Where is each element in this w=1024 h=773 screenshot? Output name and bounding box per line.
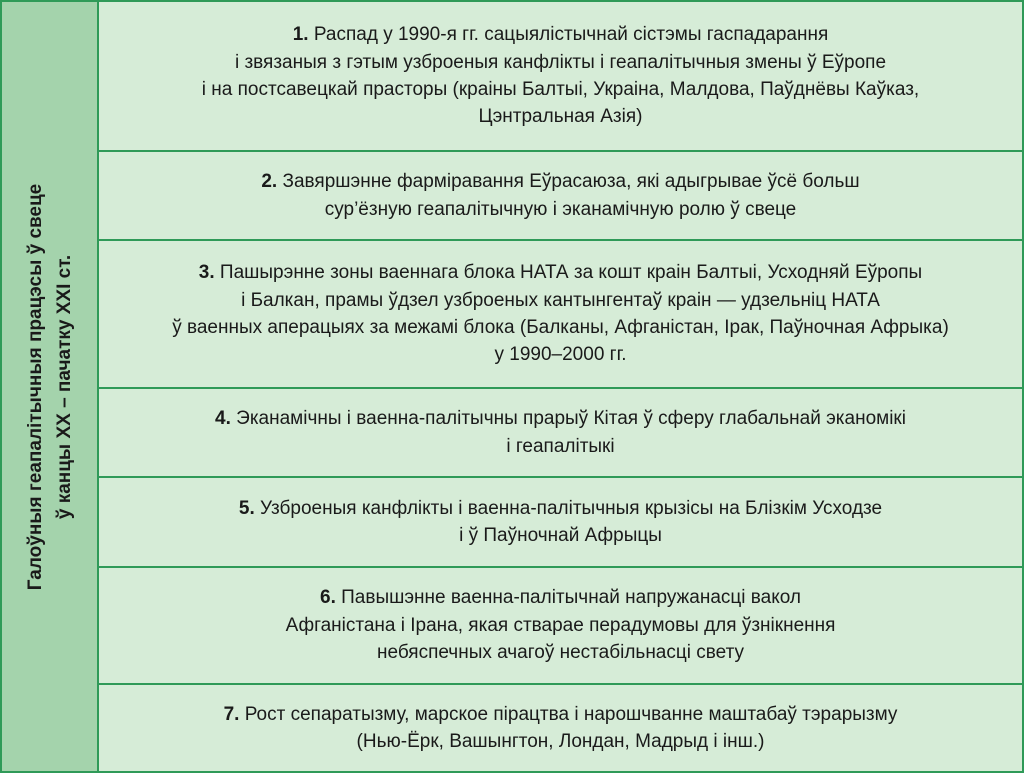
side-header-label xyxy=(21,37,79,737)
row-2-line-1 xyxy=(261,168,859,195)
table-row-7 xyxy=(99,683,1022,771)
table-row-5 xyxy=(99,476,1022,566)
table-row-6 xyxy=(99,566,1022,683)
table-row-3 xyxy=(99,239,1022,387)
row-5-line-1 xyxy=(239,495,882,522)
row-6-line-2: Афганістана і Ірана, якая стварае перадумовы для ўзнікнення xyxy=(285,614,836,636)
row-7-line-2: (Нью-Ёрк, Вашынгтон, Лондан, Мадрыд і інш.) xyxy=(356,731,765,752)
rows-column xyxy=(99,2,1022,771)
row-6-line-3: небяспечных ачагоў нестабільнасці свету xyxy=(376,642,744,664)
side-header-line-1: Галоўныя геапалітычныя працэсы ў свеце xyxy=(24,183,46,590)
row-3-line-3: ў ваенных аперацыях за межамі блока (Балканы, Афганістан, Ірак, Паўночная Афрыка) xyxy=(172,317,949,338)
row-5-line-1-text: Узброеныя канфлікты і ваенна-палітычныя крызісы на Блізкім Усходзе xyxy=(254,497,883,519)
row-1-line-1 xyxy=(293,21,829,48)
row-5-number: 5. xyxy=(238,497,255,519)
row-2-line-2: сур’ёзную геапалітычную і эканамічную ролю ў свеце xyxy=(324,198,797,220)
row-6-line-1-text: Павышэнне ваенна-палітычнай напружанасці вакол xyxy=(335,587,801,609)
table-row-2 xyxy=(99,150,1022,239)
row-4-line-1 xyxy=(215,405,906,432)
row-7-number: 7. xyxy=(223,703,240,725)
row-3-line-4: у 1990–2000 гг. xyxy=(494,344,627,366)
row-2-line-1-text: Завяршэнне фарміравання Еўрасаюза, які адыгрывае ўсё больш xyxy=(277,171,860,193)
row-7-line-1 xyxy=(224,701,898,728)
row-3-line-1 xyxy=(199,259,922,286)
row-6-line-1 xyxy=(320,584,801,611)
row-4-line-1-text: Эканамічны і ваенна-палітычны прарыў Кітая ў сферу глабальнай эканомікі xyxy=(230,408,906,430)
row-3-number: 3. xyxy=(198,262,215,284)
row-4-number: 4. xyxy=(215,408,231,430)
row-3-line-1-text: Пашырэнне зоны ваеннага блока НАТА за кошт краін Балтыі, Усходняй Еўропы xyxy=(214,262,923,284)
row-1-number: 1. xyxy=(292,24,309,46)
side-header-line-2: ў канцы XX – пачатку XXI ст. xyxy=(53,254,75,519)
row-5-line-2: і ў Паўночнай Афрыцы xyxy=(459,525,662,546)
row-1-line-4: Цэнтральная Азія) xyxy=(478,106,643,128)
row-1-line-2: і звязаныя з гэтым узброеныя канфлікты і геапалітычныя змены ў Еўропе xyxy=(234,51,887,73)
row-1-line-1-text: Распад у 1990-я гг. сацыялістычнай сістэмы гаспадарання xyxy=(308,24,829,46)
table-row-4 xyxy=(99,387,1022,476)
row-2-number: 2. xyxy=(261,171,278,193)
row-7-line-1-text: Рост сепаратызму, марское пірацтва і нарошчванне маштабаў тэрарызму xyxy=(239,703,898,725)
row-3-line-2: і Балкан, прамы ўдзел узброеных кантынгентаў краін — удзельніц НАТА xyxy=(241,289,880,311)
row-1-line-3: і на постсавецкай прасторы (краіны Балтыі, Украіна, Малдова, Паўднёвы Каўказ, xyxy=(201,79,920,100)
table-row-1 xyxy=(99,2,1022,150)
row-4-line-2: і геапалітыкі xyxy=(506,435,615,457)
row-6-number: 6. xyxy=(320,587,336,609)
side-header-cell xyxy=(2,2,99,771)
